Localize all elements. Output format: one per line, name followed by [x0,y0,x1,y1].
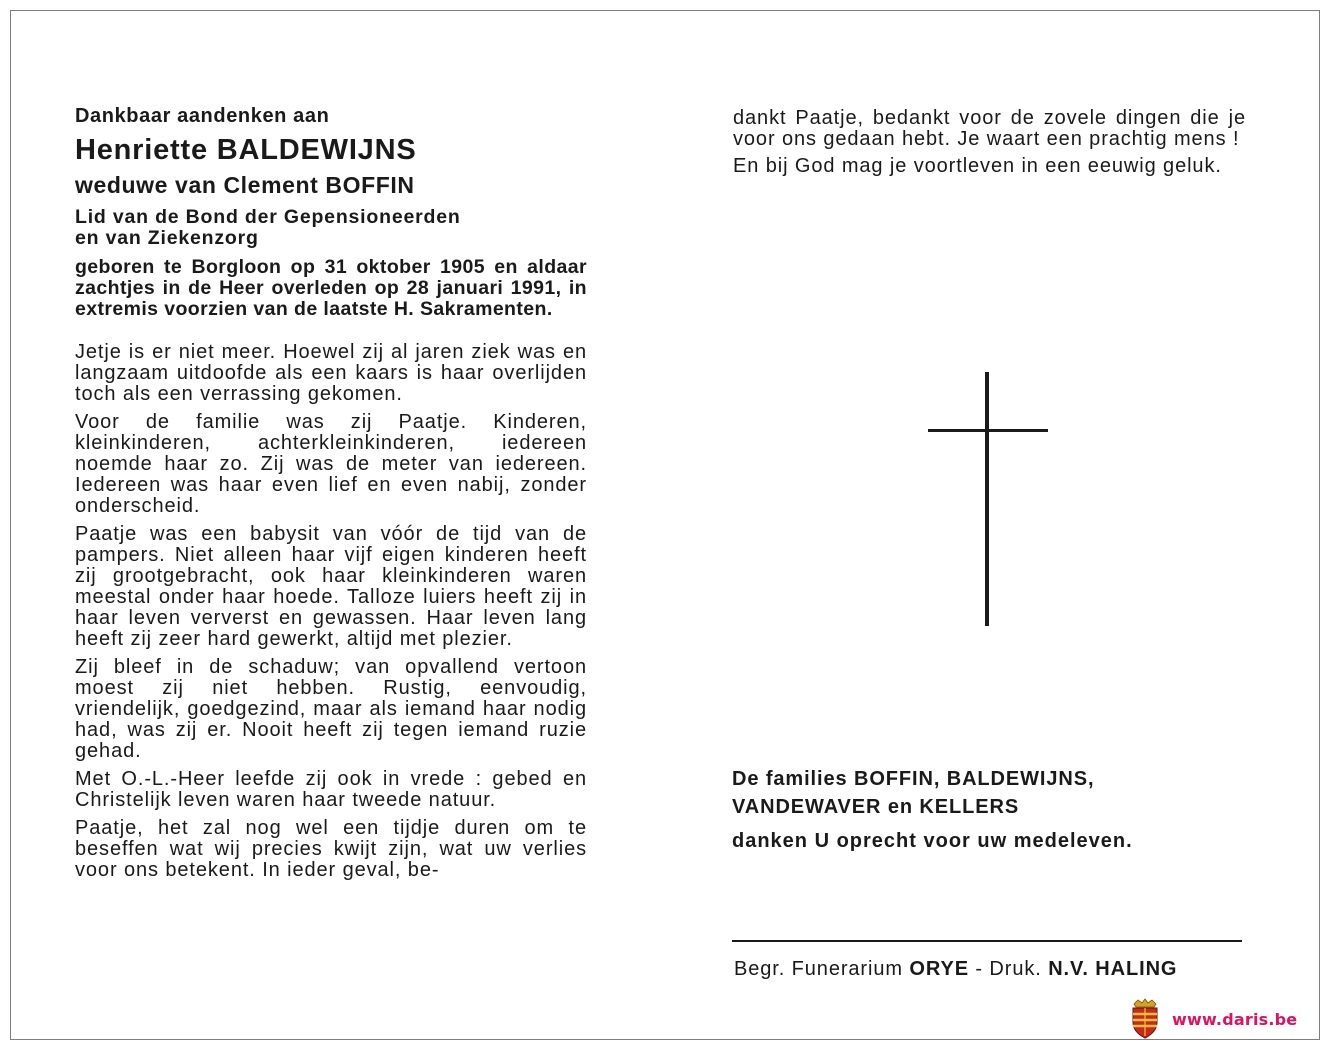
printer-credit [734,956,1254,982]
deceased-name: Henriette BALDEWIJNS [75,134,417,166]
cross-horizontal-bar [928,429,1048,432]
press-name: N.V. HALING [1048,958,1178,980]
widow-of-line: weduwe van Clement BOFFIN [75,172,415,198]
membership [75,207,587,249]
paragraph: dankt Paatje, bedankt voor de zovele dingen die je voor ons gedaan hebt. Je waart een prachtig mens ! [733,107,1246,150]
intro-line: Dankbaar aandenken aan [75,105,330,127]
printer-prefix: Begr. Funerarium [734,958,903,980]
paragraph: Paatje, het zal nog wel een tijdje duren om te beseffen wat wij precies kwijt zijn, wat uw verlies voor ons betekent. In ieder geval, be- [75,817,587,881]
funeral-home-name: ORYE [909,958,969,980]
families-prefix: De families [732,768,848,790]
watermark [1128,998,1323,1042]
right-column [733,108,1246,177]
families-line-2: VANDEWAVER en KELLERS [732,796,1020,818]
paragraph: En bij God mag je voortleven in een eeuwig geluk. [733,155,1222,177]
heraldic-crest-icon [1128,998,1162,1040]
printer-separator: - Druk. [975,958,1042,980]
paragraph: Jetje is er niet meer. Hoewel zij al jaren ziek was en langzaam uitdoofde als een kaars is haar overlijden toch als een verrassing gekomen. [75,341,587,405]
watermark-text: www.daris.be [1172,1010,1298,1029]
paragraph: Paatje was een babysit van vóór de tijd van de pampers. Niet alleen haar vijf eigen kinderen heeft zij grootgebracht, ook haar kleinkinderen waren meestal onder haar hoede. Talloze luiers heeft zij in haar leven ververst en gewassen. Haar leven lang heeft zij zeer hard gewerkt, altijd met plezier. [75,523,587,650]
paragraph: Zij bleef in de schaduw; van opvallend vertoon moest zij niet hebben. Rustig, eenvoudig, vriendelijk, goedgezind, maar als iemand haar nodig had, was zij er. Nooit heeft zij tegen iemand ruzie gehad. [75,656,587,762]
families-block [732,765,1252,821]
divider [732,940,1242,942]
membership-line-2: en van Ziekenzorg [75,227,259,249]
families-names-1: BOFFIN, BALDEWIJNS, [853,768,1095,790]
paragraph: Met O.-L.-Heer leefde zij ook in vrede : gebed en Christelijk leven waren haar tweede natuur. [75,768,587,811]
families-line-1 [732,765,1252,793]
thanks-line: danken U oprecht voor uw medeleven. [732,830,1133,852]
cross-vertical-bar [985,372,989,626]
membership-line-1: Lid van de Bond der Gepensioneerden [75,206,461,228]
latin-cross-icon [928,372,1048,626]
paragraph: Voor de familie was zij Paatje. Kinderen, kleinkinderen, achterkleinkinderen, iedereen noemde haar zo. Zij was de meter van iedereen. Iedereen was haar even lief en even nabij, zonder onderscheid. [75,411,587,517]
left-column [75,104,587,881]
birth-death-text: geboren te Borgloon op 31 oktober 1905 en aldaar zachtjes in de Heer overleden op 28 januari 1991, in extremis voorzien van de laatste H. Sakramenten. [75,256,587,320]
